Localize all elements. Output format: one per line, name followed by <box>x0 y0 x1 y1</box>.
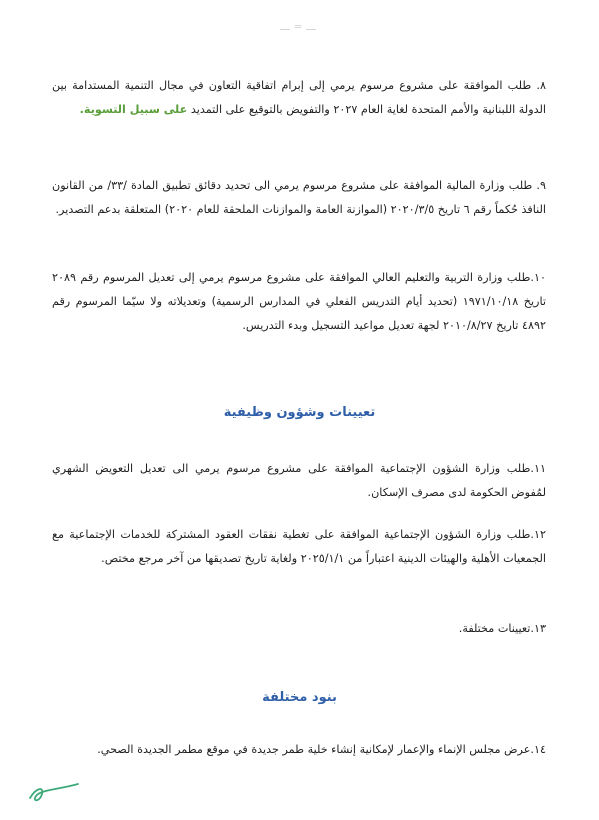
handwritten-signature <box>26 778 84 808</box>
agenda-item-13: ١٣.تعيينات مختلفة. <box>458 622 546 635</box>
header-watermark: ـــ = ـــ <box>280 20 316 33</box>
section-title-appointments: تعيينات وشؤون وظيفية <box>223 405 376 420</box>
agenda-item-8-highlight: على سبيل التسوية <box>83 103 188 116</box>
agenda-item-10: ١٠.طلب وزارة التربية والتعليم العالي الموافقة على مشروع مرسوم يرمي إلى تعديل المرسوم رقم ٢٠٨٩ تاريخ ١٩٧١/١٠/١٨ (تحديد أيام التدريس الفعلي في المدارس الرسمية) وتعديلاته ولا سيّما المرسوم رقم ٤٨٩٢ تاريخ ٢٠١٠/٨/٢٧ لجهة تعديل مواعيد التسجيل وبدء التدريس. <box>52 271 546 332</box>
agenda-item-9: ٩. طلب وزارة المالية الموافقة على مشروع مرسوم يرمي الى تحديد دقائق تطبيق المادة /٣٣/ من القانون النافذ حُكماً رقم ٦ تاريخ ٢٠٢٠/٣/٥ (الموازنة العامة والموازنات الملحقة للعام ٢٠٢٠) المتعلقة بدعم التصدير. <box>52 179 546 216</box>
agenda-item-8-tail: . <box>79 103 84 116</box>
agenda-item-12: ١٢.طلب وزارة الشؤون الإجتماعية الموافقة على تغطية نفقات العقود المشتركة للخدمات الإجتماعية مع الجمعيات الأهلية والهيئات الدينية اعتباراً من ٢٠٢٥/١/١ ولغاية تاريخ تصديقها من آخر مرجع مختص. <box>52 528 546 565</box>
agenda-item-8-text: ٨. طلب الموافقة على مشروع مرسوم يرمي إلى إبرام اتفاقية التعاون في مجال التنمية المستدامة بين الدولة اللبنانية والأمم المتحدة لغاية العام ٢٠٢٧ والتفويض بالتوقيع على التمديد <box>52 79 546 116</box>
agenda-item-14: ١٤.عرض مجلس الإنماء والإعمار لإمكانية إنشاء خلية طمر جديدة في موقع مطمر الجديدة الصحي. <box>97 743 546 756</box>
agenda-item-11: ١١.طلب وزارة الشؤون الإجتماعية الموافقة على مشروع مرسوم يرمي الى تعديل التعويض الشهري لمُفوض الحكومة لدى مصرف الإسكان. <box>52 462 546 499</box>
section-title-misc: بنود مختلفة <box>262 690 337 705</box>
agenda-item-8 <box>52 74 546 122</box>
